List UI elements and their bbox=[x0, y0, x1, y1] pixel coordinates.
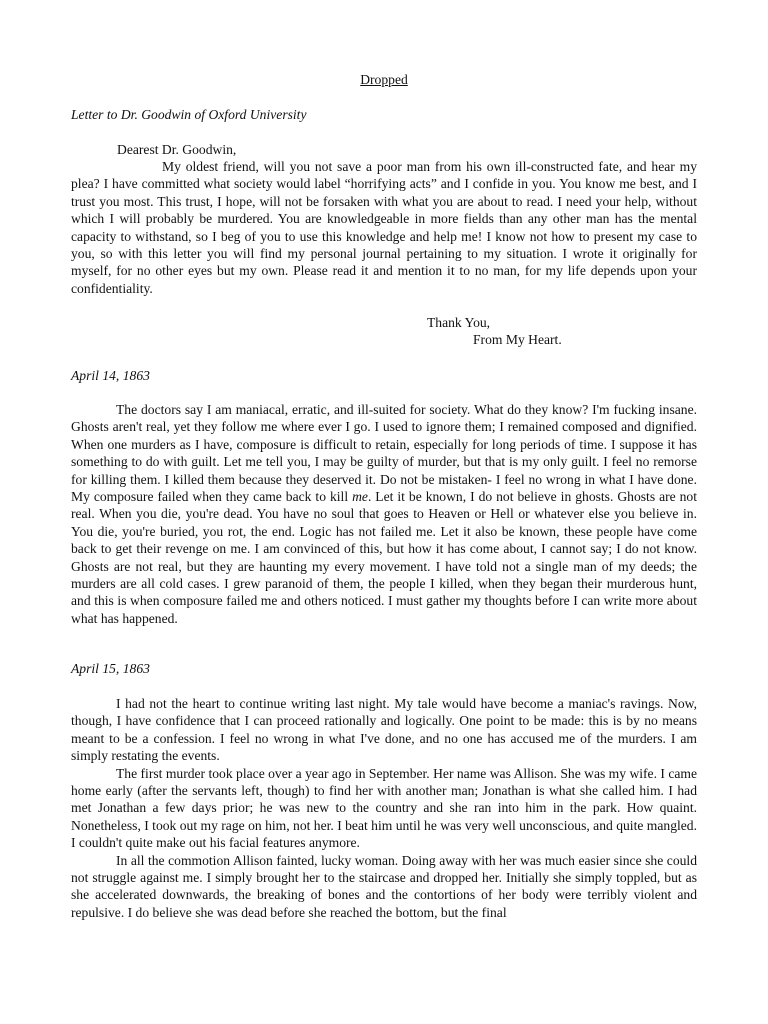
journal-entry-april-15 bbox=[71, 695, 697, 921]
letter-salutation: Dearest Dr. Goodwin, bbox=[117, 142, 237, 157]
entry-date-april-15: April 15, 1863 bbox=[71, 661, 150, 676]
letter-body: My oldest friend, will you not save a poor man from his own ill-constructed fate, and hear my plea? I have committed what society would label “horrifying acts” and I confide in you. You know me best, and I trust you most. This trust, I hope, will not be forsaken with what you are about to read. I need your help, without which I will probably be murdered. You are knowledgeable in more fields than any other man has the mental capacity to withstand, so I beg of you to use this knowledge and help me! I know not how to present my case to you, so with this letter you will find my personal journal pertaining to my situation. I wrote it originally for myself, for no other eyes but my own. Please read it and mention it to no man, for my life depends upon your confidentiality. bbox=[71, 159, 697, 296]
document-title: Dropped bbox=[360, 72, 408, 87]
journal-entry-april-14 bbox=[71, 401, 697, 627]
entry-paragraph: The first murder took place over a year ago in September. Her name was Allison. She was my wife. I came home early (after the servants left, though) to find her with another man; Jonathan is what she called him. I had met Jonathan a few days prior; he was new to the country and she ran into him in the park. How quaint. Nonetheless, I took out my rage on him, not her. I beat him until he was very well unconscious, and quite mangled. I couldn't quite make out his facial features anymore. bbox=[71, 765, 697, 851]
entry-date-april-14: April 14, 1863 bbox=[71, 368, 150, 383]
entry-paragraph bbox=[71, 401, 697, 627]
letter-signoff: From My Heart. bbox=[473, 332, 562, 347]
entry-text: The doctors say I am maniacal, erratic, and ill-suited for society. What do they know? I'm fucking insane. Ghosts aren't real, yet they follow me where ever I go. I used to ignore them; I remained composed and dignified. When one murders as I have, composure is difficult to retain, especially for long periods of time. I suppose it has something to do with guilt. Let me tell you, I may be guilty of murder, but that is my only guilt. I feel no remorse for killing them. I killed them because they deserved it. Do not be mistaken- I feel no wrong in what I have done. My composure failed when they came back to kill bbox=[71, 402, 697, 505]
letter-heading: Letter to Dr. Goodwin of Oxford University bbox=[71, 107, 307, 122]
entry-paragraph: I had not the heart to continue writing last night. My tale would have become a maniac's ravings. Now, though, I have confidence that I can proceed rationally and logically. One point to be made: this is by no means meant to be a confession. I feel no wrong in what I've done, and no one has accused me of the murders. I am simply restating the events. bbox=[71, 696, 697, 764]
entry-paragraph: In all the commotion Allison fainted, lucky woman. Doing away with her was much easier since she could not struggle against me. I simply brought her to the staircase and dropped her. Initially she simply toppled, but as she accelerated downwards, the breaking of bones and the contortions of her body were terribly violent and repulsive. I do believe she was dead before she reached the bottom, but the final bbox=[71, 852, 697, 920]
letter-closing: Thank You, bbox=[427, 315, 491, 330]
entry-text: . Let it be known, I do not believe in ghosts. Ghosts are not real. When you die, you're dead. You have no soul that goes to Heaven or Hell or whatever else you believe in. You die, you're buried, you rot, the end. Logic has not failed me. Let it also be known, these people have come back to get their revenge on me. I am convinced of this, but how it has come about, I cannot say; I do not know. Ghosts are not real, but they are haunting my every movement. I have told not a single man of my deeds; the murders are all cold cases. I grew paranoid of them, the people I killed, when they began their murderous hunt, and this is when composure failed me and others noticed. I must gather my thoughts before I can write more about what has happened. bbox=[71, 489, 698, 626]
emphasized-word: me bbox=[352, 489, 368, 505]
